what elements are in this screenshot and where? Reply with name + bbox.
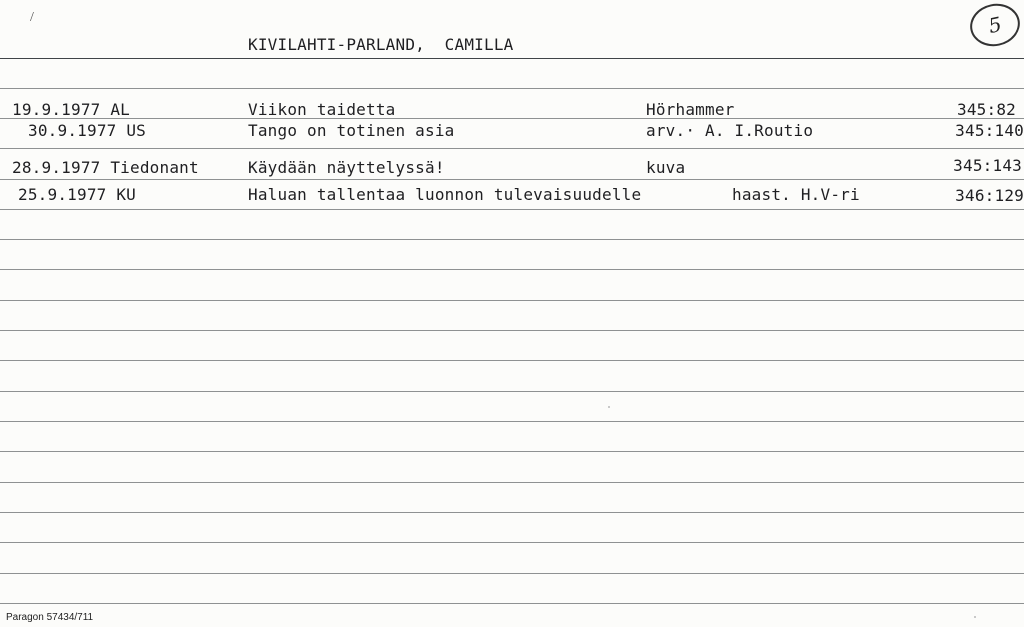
ruled-line xyxy=(0,300,1024,301)
ruled-line xyxy=(0,512,1024,513)
entry-title: Haluan tallentaa luonnon tulevaisuudelle xyxy=(248,185,642,204)
ruled-line xyxy=(0,573,1024,574)
ruled-line xyxy=(0,88,1024,89)
card-number: 5 xyxy=(986,11,1004,39)
entry-date-source: 28.9.1977 Tiedonant xyxy=(12,158,199,177)
entry-title: Käydään näyttelyssä! xyxy=(248,158,445,177)
paper-speck xyxy=(608,406,610,408)
entry-note: arv.· A. I.Routio xyxy=(646,121,814,140)
ruled-line xyxy=(0,360,1024,361)
entry-date-source: 25.9.1977 KU xyxy=(18,185,136,204)
ruled-line xyxy=(0,148,1024,149)
ruled-line xyxy=(0,269,1024,270)
ruled-line xyxy=(0,209,1024,210)
ruled-line xyxy=(0,482,1024,483)
ruled-line xyxy=(0,118,1024,119)
entry-reference: 346:129 xyxy=(955,186,1024,205)
ruled-line xyxy=(0,330,1024,331)
ruled-line xyxy=(0,451,1024,452)
entry-reference: 345:82 xyxy=(957,100,1016,119)
ruled-line xyxy=(0,603,1024,604)
card-number-circle xyxy=(966,0,1024,51)
entry-reference: 345:140 xyxy=(955,121,1024,140)
entry-note: haast. H.V-ri xyxy=(732,185,860,204)
ruled-line xyxy=(0,391,1024,392)
entry-note: Hörhammer xyxy=(646,100,735,119)
ruled-line xyxy=(0,542,1024,543)
printer-imprint: Paragon 57434/711 xyxy=(6,612,94,623)
corner-pen-mark: / xyxy=(30,10,34,25)
paper-speck xyxy=(974,616,976,618)
entry-title: Tango on totinen asia xyxy=(248,121,455,140)
entry-reference: 345:143 xyxy=(953,156,1022,175)
entry-note: kuva xyxy=(646,158,686,177)
header-rule xyxy=(0,58,1024,59)
entry-date-source: 19.9.1977 AL xyxy=(12,100,130,119)
card-heading: KIVILAHTI-PARLAND, CAMILLA xyxy=(248,35,514,54)
entry-title: Viikon taidetta xyxy=(248,100,396,119)
ruled-line xyxy=(0,421,1024,422)
entry-date-source: 30.9.1977 US xyxy=(28,121,146,140)
ruled-line xyxy=(0,179,1024,180)
ruled-line xyxy=(0,239,1024,240)
